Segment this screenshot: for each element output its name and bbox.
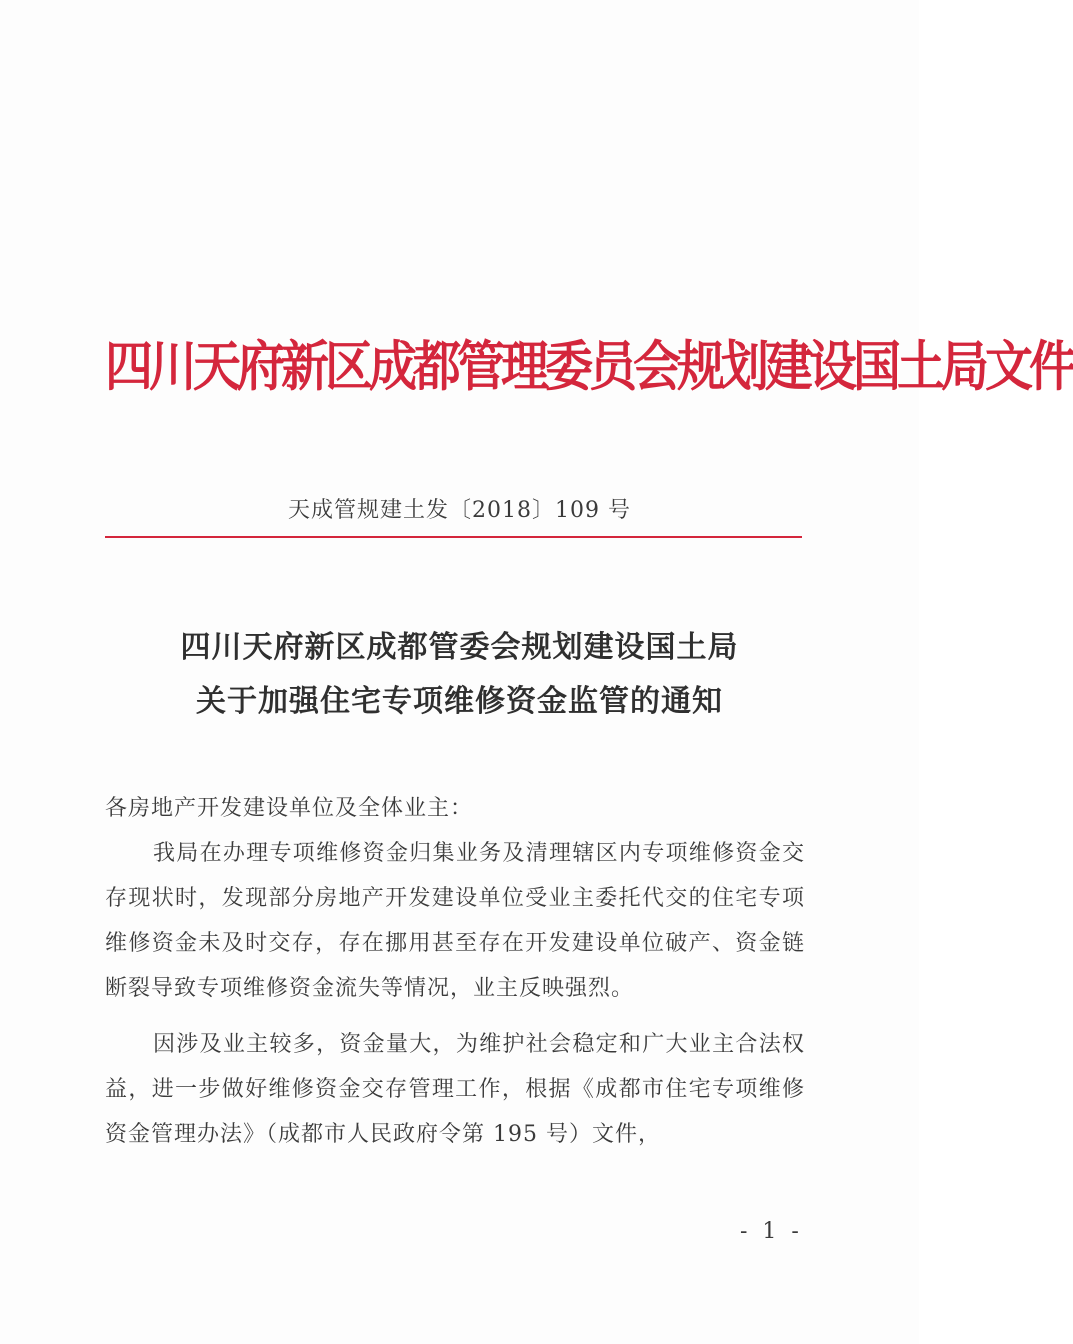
document-title-line-1: 四川天府新区成都管委会规划建设国土局: [180, 630, 739, 665]
body-paragraph: 我局在办理专项维修资金归集业务及清理辖区内专项维修资金交存现状时，发现部分房地产开发建设单位受业主委托代交的住宅专项维修资金未及时交存，存在挪用甚至存在开发建设单位破产、资金链断裂导致专项维修资金流失等情况，业主反映强烈。: [105, 841, 805, 1001]
document-number: 天成管规建土发〔2018〕109 号: [288, 498, 631, 523]
document-title-line-2: 关于加强住宅专项维修资金监管的通知: [196, 684, 723, 719]
red-divider-line: [105, 536, 802, 538]
body-paragraph: 因涉及业主较多，资金量大，为维护社会稳定和广大业主合法权益，进一步做好维修资金交存管理工作，根据《成都市住宅专项维修资金管理办法》（成都市人民政府令第 195 号）文件，: [105, 1032, 805, 1147]
page-number: - 1 -: [740, 1219, 803, 1244]
document-body: [105, 786, 805, 1157]
salutation: 各房地产开发建设单位及全体业主：: [105, 796, 474, 821]
issuer-header: 四川天府新区成都管理委员会规划建设国土局文件: [105, 335, 1073, 399]
